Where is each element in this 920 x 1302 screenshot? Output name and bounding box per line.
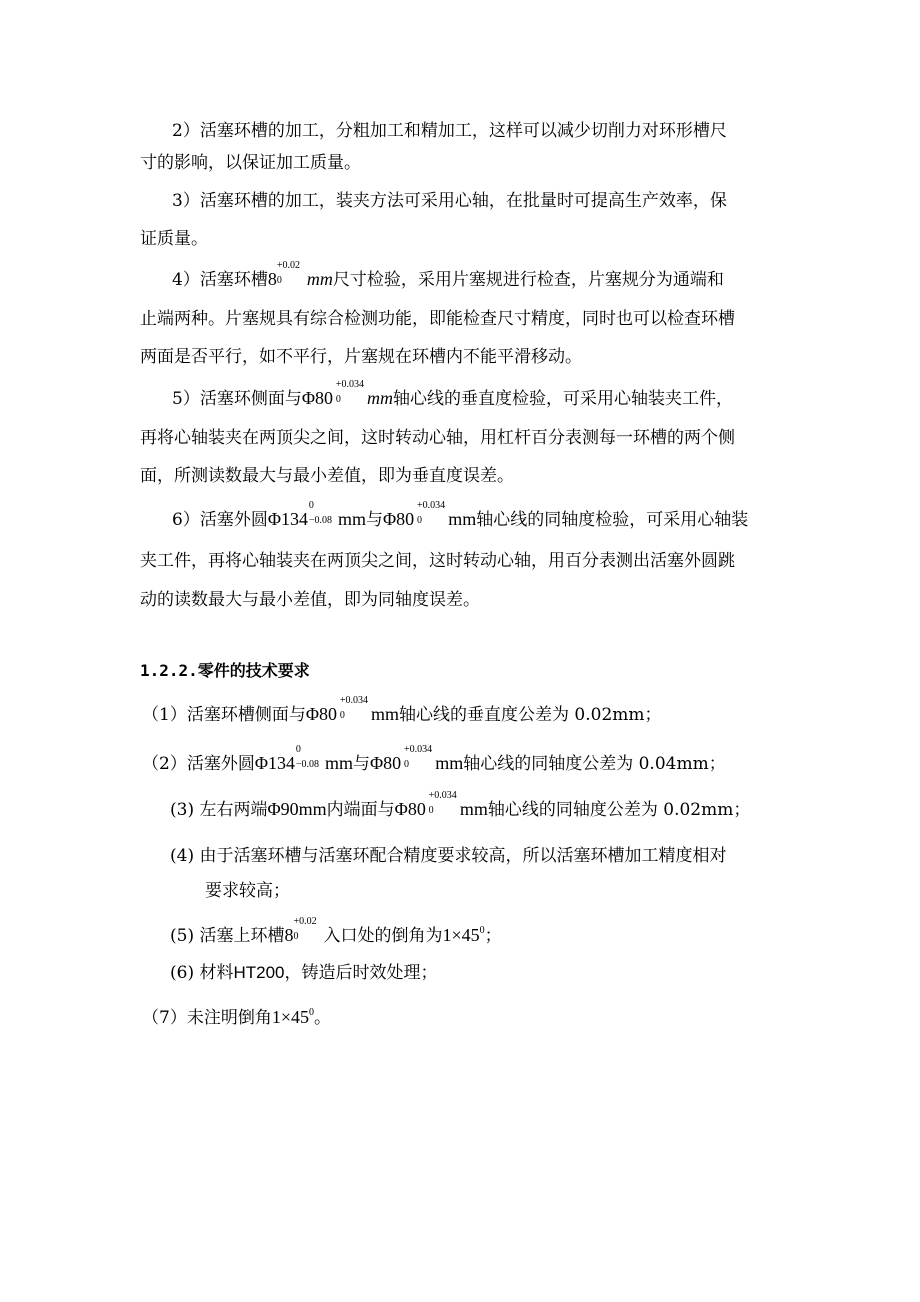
req-7-post: 。	[313, 1008, 331, 1028]
req-5-tolerance: 8 +0.02 0	[284, 916, 317, 945]
req-5-mid: 入口处的倒角为	[323, 926, 443, 946]
req-3-pre: (3) 左右两端	[170, 800, 268, 820]
requirement-6	[170, 962, 438, 984]
para-5-unit: mm	[367, 388, 393, 408]
para-4-line-3: 两面是否平行，如不平行，片塞规在环槽内不能平滑移动。	[140, 347, 582, 367]
para-6-tolerance-1: Φ134 0 −0.08	[267, 500, 332, 529]
para-4-unit: mm	[306, 269, 333, 289]
req-7-degree: 0	[308, 1007, 314, 1018]
para-3-line-2: 证质量。	[140, 229, 208, 249]
requirement-5	[170, 916, 502, 947]
req-1-post: 轴心线的垂直度公差为 0.02mm；	[399, 705, 662, 725]
para-6-line-1	[172, 500, 749, 531]
requirement-1	[142, 695, 662, 726]
req-2-tolerance-1: Φ134 0 −0.08	[254, 744, 319, 773]
req-6-material: HT200	[233, 963, 285, 982]
req-3-tolerance: Φ80 +0.034 0	[394, 790, 457, 819]
para-3-line-1: 3）活塞环槽的加工，装夹方法可采用心轴，在批量时可提高生产效率，保	[172, 191, 727, 211]
requirement-2	[142, 744, 726, 775]
req-5-angle: 1×45	[442, 925, 480, 945]
para-4-pre: 4）活塞环槽	[172, 270, 268, 290]
req-2-unit-1: mm	[325, 753, 354, 773]
req-3-post: 轴心线的同轴度公差为 0.02mm；	[487, 800, 751, 820]
req-3-mid: 内端面与	[326, 800, 395, 820]
req-2-unit-2: mm	[435, 753, 464, 773]
para-2-line-2: 寸的影响，以保证加工质量。	[140, 153, 361, 173]
req-3-diameter: Φ90	[267, 799, 299, 819]
para-5-line-2: 再将心轴装夹在两顶尖之间，这时转动心轴，用杠杆百分表测每一环槽的两个侧	[140, 428, 735, 448]
para-5-post: 轴心线的垂直度检验，可采用心轴装夹工件，	[393, 389, 733, 409]
req-5-degree: 0	[479, 925, 485, 936]
req-2-mid: 与	[353, 754, 371, 774]
para-6-line-3: 动的读数最大与最小差值，即为同轴度误差。	[140, 590, 480, 610]
req-2-tolerance-2: Φ80 +0.034 0	[370, 744, 433, 773]
para-5-line-1	[172, 379, 733, 410]
req-5-post: ；	[484, 926, 502, 946]
requirement-3	[170, 790, 751, 821]
requirement-7	[142, 1002, 331, 1029]
para-6-mid: 与	[366, 510, 384, 530]
requirement-4-line-1: (4) 由于活塞环槽与活塞环配合精度要求较高，所以活塞环槽加工精度相对	[170, 846, 727, 866]
req-5-pre: (5) 活塞上环槽	[170, 926, 285, 946]
req-7-pre: （7）未注明倒角	[142, 1008, 272, 1028]
para-5-tolerance: Φ80 +0.034 0	[301, 379, 364, 408]
para-5-line-3: 面，所测读数最大与最小差值，即为垂直度误差。	[140, 466, 514, 486]
req-3-unit-0: mm	[298, 799, 327, 819]
requirement-4-line-2: 要求较高；	[205, 881, 290, 901]
req-2-pre: （2）活塞外圆	[142, 754, 255, 774]
req-6-pre: (6) 材料	[170, 963, 234, 983]
para-2-line-1: 2）活塞环槽的加工，分粗加工和精加工，这样可以减少切削力对环形槽尺	[172, 121, 727, 141]
req-7-angle: 1×45	[271, 1007, 309, 1027]
section-heading: 1.2.2.零件的技术要求	[140, 661, 310, 680]
para-4-line-1	[172, 260, 724, 291]
req-6-post: ，铸造后时效处理；	[284, 963, 438, 983]
req-1-tolerance: Φ80 +0.034 0	[305, 695, 368, 724]
para-6-pre: 6）活塞外圆	[172, 510, 268, 530]
para-4-post: 尺寸检验，采用片塞规进行检查，片塞规分为通端和	[332, 270, 724, 290]
para-4-line-2: 止端两种。片塞规具有综合检测功能，即能检查尺寸精度，同时也可以检查环槽	[140, 309, 735, 329]
para-4-tolerance: 8 +0.02 0	[267, 260, 300, 289]
para-6-line-2: 夹工件，再将心轴装夹在两顶尖之间，这时转动心轴，用百分表测出活塞外圆跳	[140, 551, 735, 571]
para-6-unit-1: mm	[338, 509, 367, 529]
req-1-unit: mm	[371, 704, 400, 724]
req-2-post: 轴心线的同轴度公差为 0.04mm；	[463, 754, 726, 774]
para-6-post: 轴心线的同轴度检验，可采用心轴装	[476, 510, 749, 530]
para-5-pre: 5）活塞环侧面与	[172, 389, 302, 409]
para-6-unit-2: mm	[448, 509, 477, 529]
req-1-pre: （1）活塞环槽侧面与	[142, 705, 306, 725]
req-3-unit: mm	[459, 799, 488, 819]
para-6-tolerance-2: Φ80 +0.034 0	[383, 500, 446, 529]
